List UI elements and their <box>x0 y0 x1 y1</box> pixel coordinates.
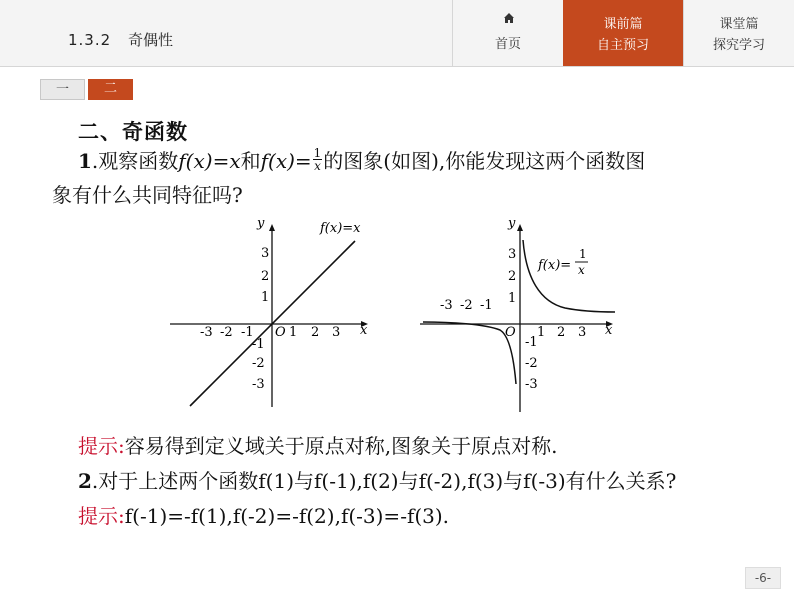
graph2-xtick-neg2: -2 <box>460 298 473 313</box>
graph1-x-label: x <box>360 323 368 338</box>
tab-section-2[interactable]: 二 <box>88 79 133 100</box>
nav-in-class-button[interactable] <box>683 0 794 66</box>
q1-text-b: 的图象(如图),你能发现这两个函数图 <box>323 149 646 173</box>
nav-home-label: 首页 <box>494 37 521 52</box>
graph2-ytick-neg2: -2 <box>525 356 538 371</box>
graph-linear <box>160 212 380 412</box>
hint-1-label: 提示: <box>78 434 125 458</box>
graph2-y-label: y <box>508 216 516 231</box>
graph1-y-arrow <box>269 224 275 231</box>
graph2-origin: O <box>505 325 516 340</box>
nav-home-button[interactable] <box>452 0 563 66</box>
graph1-ytick-neg3: -3 <box>252 377 265 392</box>
graph2-ytick-neg1: -1 <box>525 335 538 350</box>
hint-2-label: 提示: <box>78 504 125 528</box>
nav-in-class-line2: 探究学习 <box>712 38 765 53</box>
lesson-number: 1.3.2 <box>68 31 112 49</box>
q1-frac-num: 1 <box>313 146 322 160</box>
graph1-x-ticks <box>200 325 340 340</box>
hint-2 <box>78 500 449 529</box>
graph2-func-label: f(x)= <box>538 258 572 273</box>
q1-frac-den: x <box>314 159 321 173</box>
tab-section-1[interactable]: 一 <box>40 79 85 100</box>
hint-2-text: f(-1)=-f(1),f(-2)=-f(2),f(-3)=-f(3). <box>124 504 450 528</box>
graph2-ytick-neg3: -3 <box>525 377 538 392</box>
graph2-curve-neg <box>423 322 516 384</box>
nav-pre-class-button[interactable] <box>563 0 683 66</box>
graph1-xtick-neg1: -1 <box>241 325 254 340</box>
graph2-x-label: x <box>605 323 613 338</box>
graph2-curve-pos <box>523 240 615 312</box>
graph2-ytick-2: 2 <box>508 269 517 284</box>
q1-and: 和 <box>240 149 261 173</box>
q1-fraction <box>313 147 323 172</box>
graph1-ytick-3: 3 <box>261 246 270 261</box>
question-1-line-2: 象有什么共同特征吗? <box>52 183 243 207</box>
graph2-frac-den: x <box>578 263 585 277</box>
nav-pre-class-line2: 自主预习 <box>596 38 649 53</box>
lesson-name: 奇偶性 <box>127 31 173 49</box>
section-heading: 二、奇函数 <box>78 120 188 144</box>
graph1-ytick-1: 1 <box>261 290 270 305</box>
graph1-y-label: y <box>257 216 265 231</box>
graph2-xtick-neg1: -1 <box>480 298 493 313</box>
graph1-func-label: f(x)=x <box>320 221 361 236</box>
nav-in-class-line1: 课堂篇 <box>719 17 759 32</box>
lesson-title <box>68 29 173 50</box>
graph1-ytick-neg2: -2 <box>252 356 265 371</box>
graph1-ytick-neg1: -1 <box>252 337 265 352</box>
graph2-y-ticks <box>508 247 538 392</box>
graph2-xtick-2: 2 <box>557 325 566 340</box>
top-bar <box>0 0 794 67</box>
q2-number: 2 <box>78 469 92 493</box>
q2-text: .对于上述两个函数f(1)与f(-1),f(2)与f(-2),f(3)与f(-3)有什么关系? <box>91 469 677 493</box>
graph2-ytick-1: 1 <box>508 291 517 306</box>
graph1-y-ticks <box>252 246 269 392</box>
graph2-ytick-3: 3 <box>508 247 517 262</box>
home-icon <box>503 12 515 24</box>
q1-finv-left: f(x)= <box>260 149 312 173</box>
q1-number: 1 <box>78 149 92 173</box>
q1-text-a: .观察函数 <box>91 149 179 173</box>
graph2-xtick-1: 1 <box>537 325 546 340</box>
graph2-y-arrow <box>517 224 523 231</box>
q1-fx: f(x)=x <box>178 149 241 173</box>
graph1-xtick-1: 1 <box>289 325 298 340</box>
hint-1-text: 容易得到定义域关于原点对称,图象关于原点对称. <box>124 434 558 458</box>
graph1-xtick-neg3: -3 <box>200 325 213 340</box>
graph2-xtick-neg3: -3 <box>440 298 453 313</box>
graph2-frac-num: 1 <box>579 247 587 261</box>
hint-1 <box>78 430 557 459</box>
question-2 <box>78 466 676 496</box>
graph1-xtick-3: 3 <box>332 325 341 340</box>
graph1-xtick-2: 2 <box>311 325 320 340</box>
graph2-xtick-3: 3 <box>578 325 587 340</box>
question-1-line-1 <box>78 146 645 176</box>
nav-pre-class-line1: 课前篇 <box>603 17 643 32</box>
page-number: -6- <box>745 567 781 589</box>
graph1-origin: O <box>275 325 286 340</box>
graph-reciprocal <box>415 212 625 412</box>
graph1-xtick-neg2: -2 <box>220 325 233 340</box>
graph1-ytick-2: 2 <box>261 269 270 284</box>
